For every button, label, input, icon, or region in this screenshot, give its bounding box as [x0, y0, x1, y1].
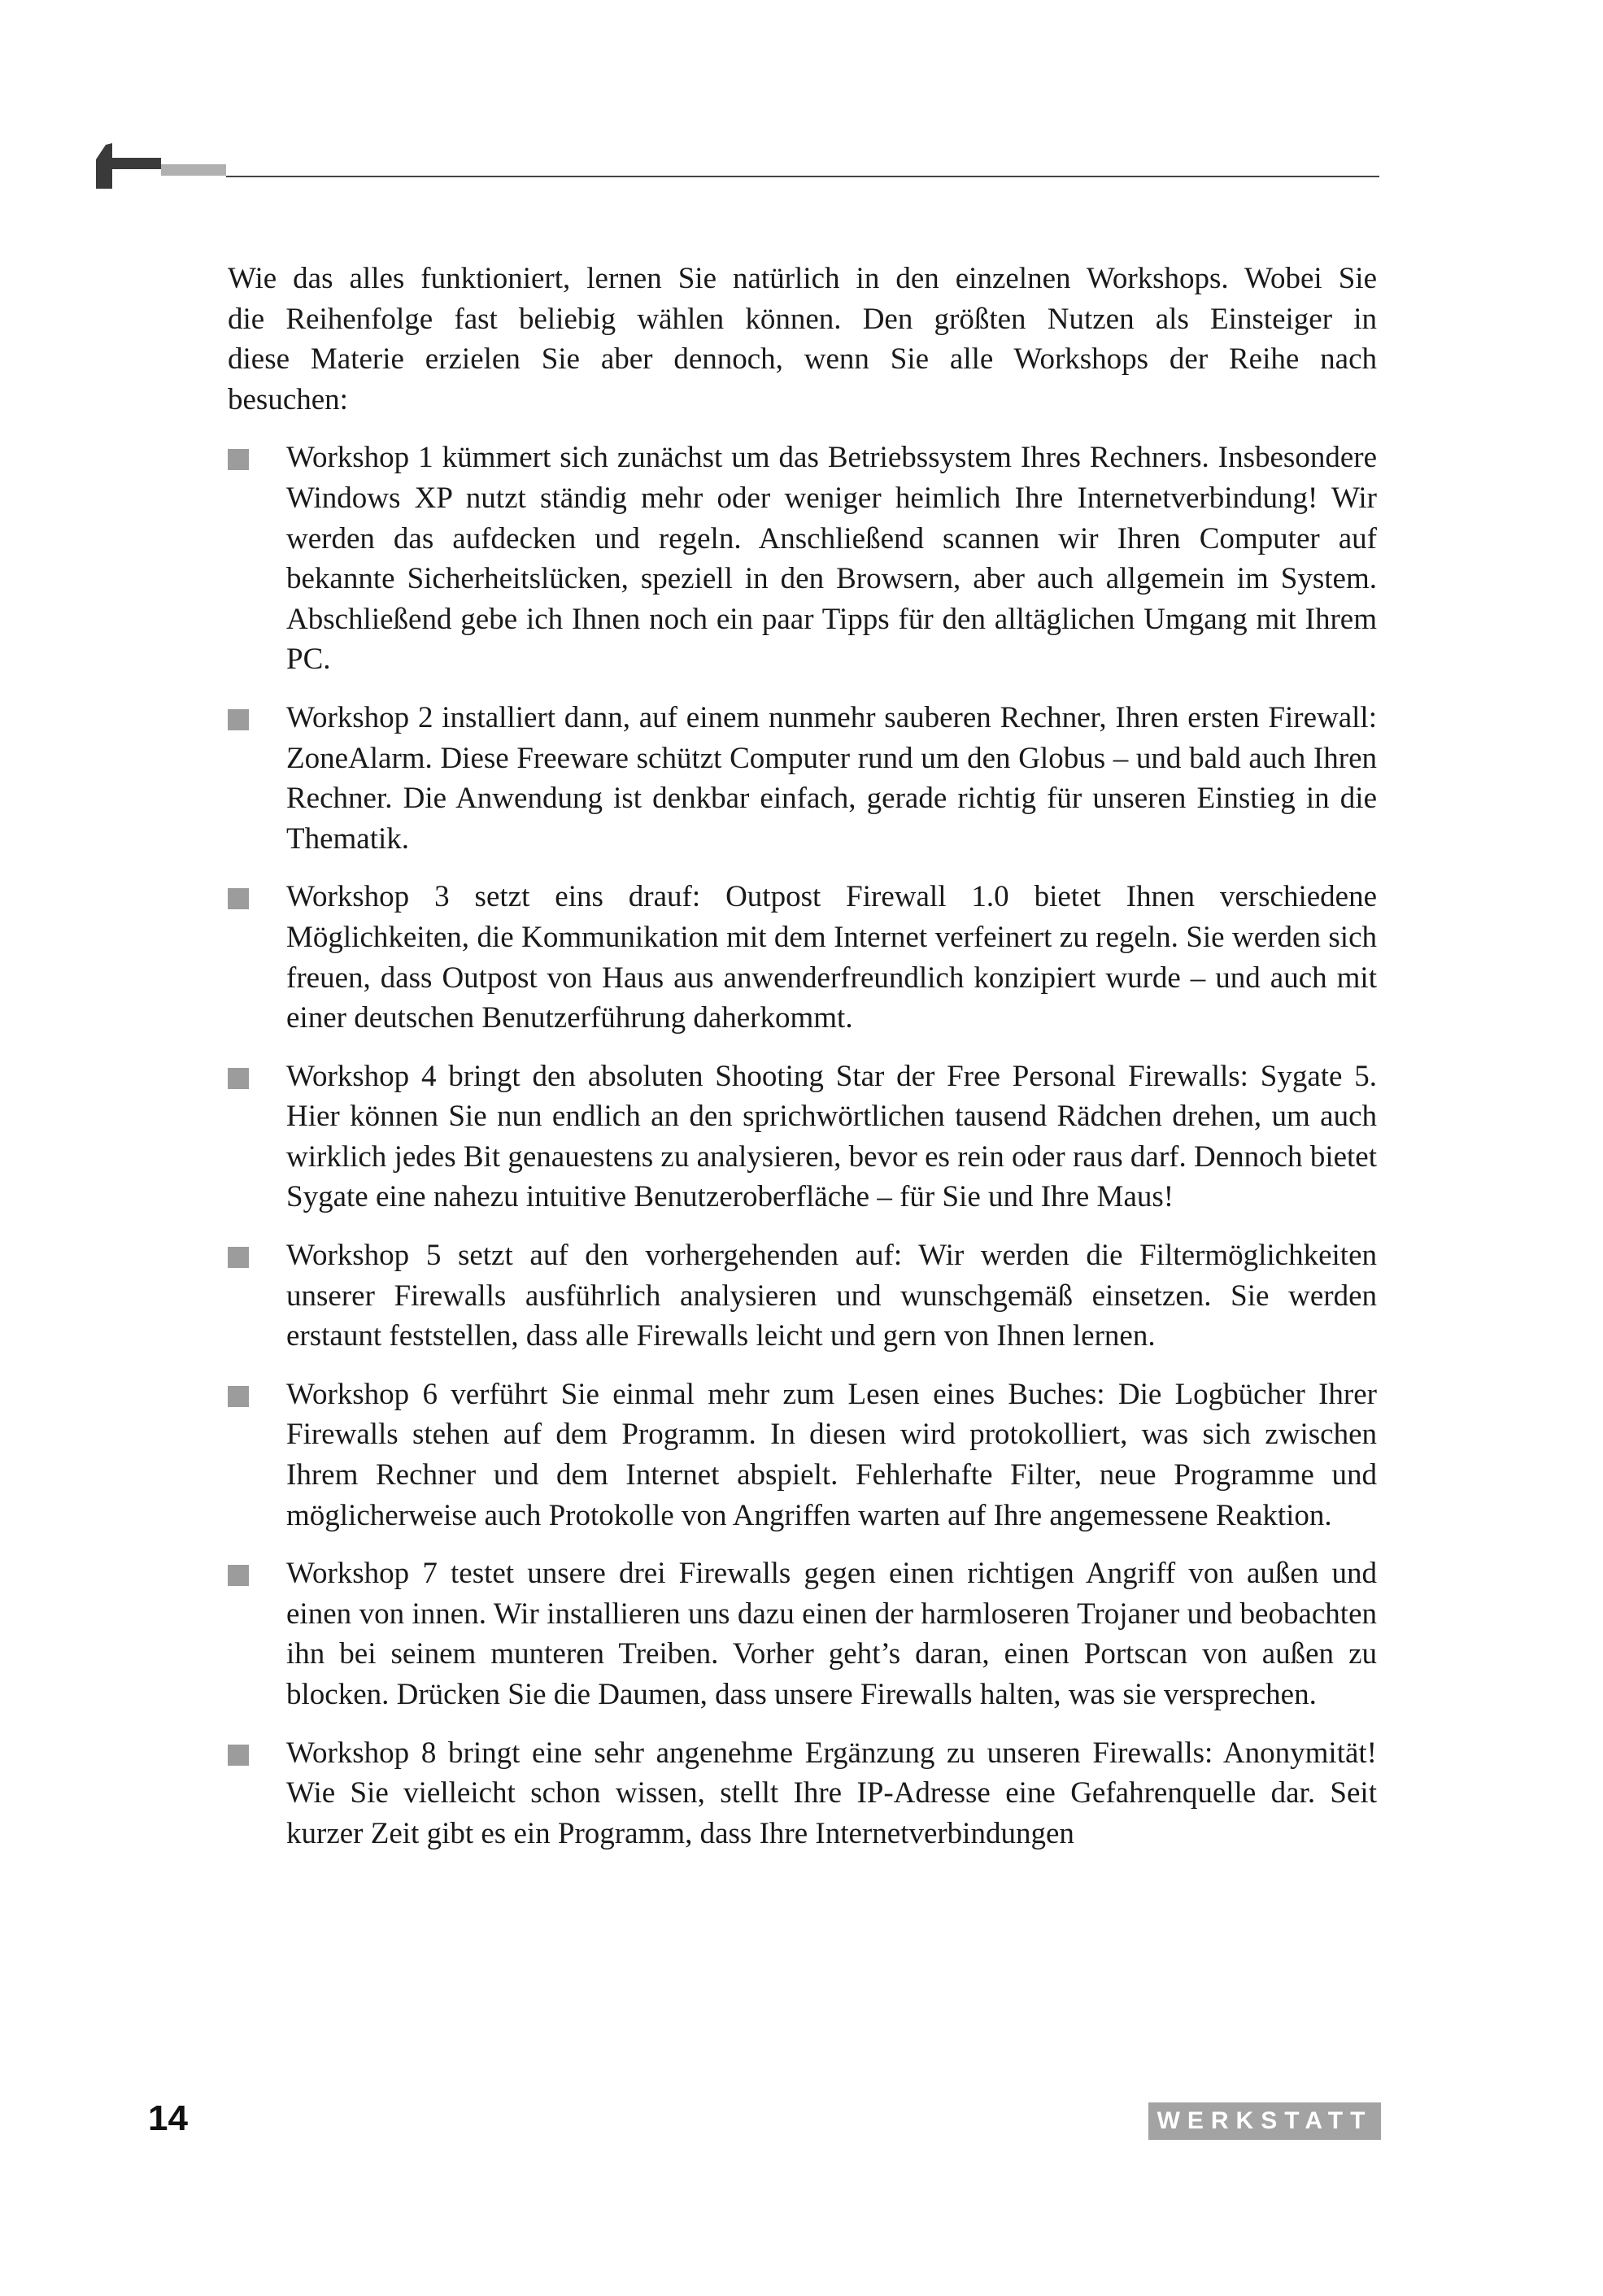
square-bullet-icon: [228, 1386, 249, 1407]
intro-line: diese Materie erzielen Sie aber dennoch, wenn Sie alle Workshops der Reihe nach: [228, 342, 1377, 377]
list-item: [228, 1553, 1377, 1714]
list-item-text: Workshop 7 testet unsere drei Firewalls gegen einen richtigen Angriff von außen und einen von innen. Wir installieren uns dazu einen der harmloseren Trojaner und beobachten ihn bei seinem munteren Treiben. Vorher geht’s daran, einen Portscan von außen zu blocken. Drücken Sie die Daumen, dass unsere Firewalls halten, was sie versprechen.: [286, 1557, 1377, 1711]
list-item-text: Workshop 1 kümmert sich zunächst um das Betriebssystem Ihres Rechners. Insbesondere Windows XP nutzt ständig mehr oder weniger heimlich Ihre Internetverbindung! Wir werden das aufdecken und regeln. Anschließend scannen wir Ihren Computer auf bekannte Sicherheitslücken, speziell in den Browsern, aber auch allgemein im System. Abschließend gebe ich Ihnen noch ein paar Tipps für den alltäglichen Umgang mit Ihrem PC.: [286, 441, 1377, 677]
workshop-list: [228, 438, 1377, 1854]
intro-paragraph: [228, 259, 1377, 420]
header-rule: [226, 176, 1379, 177]
list-item-text: Workshop 3 setzt eins drauf: Outpost Firewall 1.0 bietet Ihnen verschiedene Möglichkeiten, die Kommunikation mit dem Internet verfeinert zu regeln. Sie werden sich freuen, dass Outpost von Haus aus anwenderfreundlich konzipiert wurde – und auch mit einer deutschen Benutzerführung daherkommt.: [286, 880, 1377, 1035]
list-item: [228, 438, 1377, 680]
list-item: [228, 1375, 1377, 1536]
list-item: [228, 1057, 1377, 1218]
list-item-text: Workshop 4 bringt den absoluten Shooting Star der Free Personal Firewalls: Sygate 5. Hier können Sie nun endlich an den sprichwörtlichen tausend Rädchen drehen, um auch wirklich jedes Bit genauestens zu analysieren, bevor es rein oder raus darf. Dennoch bietet Sygate eine nahezu intuitive Benutzeroberfläche – für Sie und Ihre Maus!: [286, 1059, 1377, 1214]
list-item-text: Workshop 5 setzt auf den vorhergehenden auf: Wir werden die Filtermöglichkeiten unserer Firewalls ausführlich analysieren und wunschgemäß einsetzen. Sie werden erstaunt feststellen, dass alle Firewalls leicht und gern von Ihnen lernen.: [286, 1239, 1377, 1353]
list-item-text: Workshop 8 bringt eine sehr angenehme Ergänzung zu unseren Firewalls: Anonymität! Wie Sie vielleicht schon wissen, stellt Ihre IP-Adresse eine Gefahrenquelle dar. Seit kurzer Zeit gibt es ein Programm, dass Ihre Internetverbindungen: [286, 1736, 1377, 1850]
square-bullet-icon: [228, 1068, 249, 1089]
list-item-text: Workshop 2 installiert dann, auf einem nunmehr sauberen Rechner, Ihren ersten Firewall: ZoneAlarm. Diese Freeware schützt Computer rund um den Globus – und bald auch Ihren Rechner. Die Anwendung ist denkbar einfach, gerade richtig für unseren Einstieg in die Thematik.: [286, 700, 1377, 856]
page-number: 14: [148, 2098, 188, 2138]
list-item: [228, 1733, 1377, 1854]
list-item: [228, 1235, 1377, 1357]
list-item-text: Workshop 6 verführt Sie einmal mehr zum Lesen eines Buches: Die Logbücher Ihrer Firewalls stehen auf dem Programm. In diesen wird protokolliert, was sich zwischen Ihrem Rechner und dem Internet abspielt. Fehlerhafte Filter, neue Programme und möglicherweise auch Protokolle von Angriffen warten auf Ihre angemessene Reaktion.: [286, 1377, 1377, 1532]
square-bullet-icon: [228, 449, 249, 470]
square-bullet-icon: [228, 888, 249, 909]
intro-line: besuchen:: [228, 382, 348, 416]
header-tab-mark: [96, 143, 226, 192]
footer-series-label: WERKSTATT: [1148, 2102, 1381, 2140]
page-body: [228, 259, 1377, 1871]
square-bullet-icon: [228, 709, 249, 730]
list-item: [228, 698, 1377, 859]
square-bullet-icon: [228, 1565, 249, 1586]
intro-line: die Reihenfolge fast beliebig wählen können. Den größten Nutzen als Einsteiger in: [228, 302, 1377, 336]
square-bullet-icon: [228, 1247, 249, 1268]
square-bullet-icon: [228, 1745, 249, 1766]
list-item: [228, 877, 1377, 1038]
intro-line: Wie das alles funktioniert, lernen Sie natürlich in den einzelnen Workshops. Wobei Sie: [228, 262, 1377, 295]
